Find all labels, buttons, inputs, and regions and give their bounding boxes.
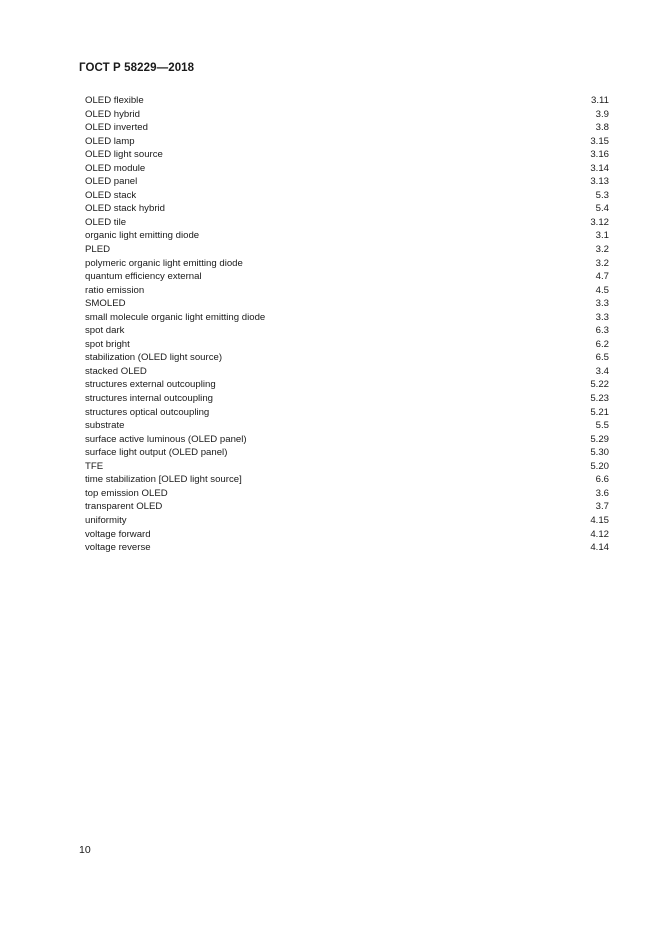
index-term: structures optical outcoupling — [85, 406, 210, 418]
index-reference-number: 4.5 — [595, 284, 609, 296]
term-index-list — [85, 94, 609, 555]
document-header: ГОСТ Р 58229—2018 — [79, 62, 195, 74]
index-row — [85, 514, 609, 528]
index-term: surface light output (OLED panel) — [85, 447, 228, 459]
index-term: voltage reverse — [85, 542, 151, 554]
index-term: OLED module — [85, 162, 146, 174]
index-reference-number: 5.20 — [590, 460, 609, 472]
index-reference-number: 4.14 — [590, 542, 609, 554]
index-term: OLED lamp — [85, 135, 135, 147]
index-term: OLED hybrid — [85, 108, 140, 120]
index-reference-number: 5.29 — [590, 433, 609, 445]
index-row — [85, 229, 609, 243]
index-term: structures internal outcoupling — [85, 393, 213, 405]
index-row — [85, 500, 609, 514]
index-row — [85, 202, 609, 216]
index-term: OLED flexible — [85, 95, 144, 106]
index-term: spot dark — [85, 325, 125, 337]
index-reference-number: 6.3 — [595, 325, 609, 337]
index-term: stacked OLED — [85, 365, 147, 377]
index-reference-number: 3.3 — [595, 298, 609, 310]
index-reference-number: 5.5 — [595, 420, 609, 432]
index-row — [85, 270, 609, 284]
index-row — [85, 473, 609, 487]
index-term: OLED stack — [85, 189, 137, 201]
index-row — [85, 378, 609, 392]
index-row — [85, 121, 609, 135]
index-row — [85, 297, 609, 311]
index-reference-number: 4.15 — [590, 514, 609, 526]
index-term: voltage forward — [85, 528, 151, 540]
index-term: OLED tile — [85, 216, 127, 228]
index-reference-number: 3.2 — [595, 257, 609, 269]
index-term: structures external outcoupling — [85, 379, 216, 391]
index-row — [85, 243, 609, 257]
index-reference-number: 3.4 — [595, 365, 609, 377]
index-row — [85, 446, 609, 460]
index-term: spot bright — [85, 338, 130, 350]
page-number: 10 — [79, 844, 91, 856]
index-term: polymeric organic light emitting diode — [85, 257, 243, 269]
index-row — [85, 338, 609, 352]
index-reference-number: 3.2 — [595, 244, 609, 256]
index-reference-number: 5.3 — [595, 189, 609, 201]
index-row — [85, 487, 609, 501]
index-row — [85, 541, 609, 555]
index-reference-number: 5.4 — [595, 203, 609, 215]
index-row — [85, 135, 609, 149]
index-reference-number: 3.7 — [595, 501, 609, 513]
index-term: OLED light source — [85, 149, 163, 161]
index-reference-number: 6.6 — [595, 474, 609, 486]
index-reference-number: 3.9 — [595, 108, 609, 120]
index-term: uniformity — [85, 514, 127, 526]
index-reference-number: 6.2 — [595, 338, 609, 350]
index-row — [85, 528, 609, 542]
index-term: substrate — [85, 420, 125, 432]
index-row — [85, 433, 609, 447]
index-row — [85, 94, 609, 108]
index-reference-number: 4.12 — [590, 528, 609, 540]
index-reference-number: 5.30 — [590, 447, 609, 459]
index-reference-number: 3.11 — [591, 95, 609, 106]
index-term: surface active luminous (OLED panel) — [85, 433, 247, 445]
index-row — [85, 311, 609, 325]
index-term: TFE — [85, 460, 104, 472]
index-row — [85, 419, 609, 433]
index-term: PLED — [85, 244, 111, 256]
index-term: top emission OLED — [85, 487, 168, 499]
index-row — [85, 216, 609, 230]
index-row — [85, 108, 609, 122]
index-term: SMOLED — [85, 298, 126, 310]
index-reference-number: 3.14 — [590, 162, 609, 174]
index-row — [85, 189, 609, 203]
index-row — [85, 406, 609, 420]
index-reference-number: 3.8 — [595, 122, 609, 134]
index-term: OLED inverted — [85, 122, 148, 134]
index-term: transparent OLED — [85, 501, 163, 513]
index-row — [85, 257, 609, 271]
index-term: ratio emission — [85, 284, 145, 296]
index-row — [85, 365, 609, 379]
index-reference-number: 3.1 — [595, 230, 609, 242]
index-term: small molecule organic light emitting diode — [85, 311, 266, 323]
index-term: time stabilization [OLED light source] — [85, 474, 242, 486]
index-reference-number: 5.23 — [590, 393, 609, 405]
index-reference-number: 3.15 — [590, 135, 609, 147]
index-row — [85, 324, 609, 338]
index-row — [85, 175, 609, 189]
index-row — [85, 148, 609, 162]
index-reference-number: 3.3 — [595, 311, 609, 323]
index-row — [85, 460, 609, 474]
index-row — [85, 162, 609, 176]
index-row — [85, 351, 609, 365]
index-reference-number: 5.22 — [590, 379, 609, 391]
index-term: quantum efficiency external — [85, 271, 202, 283]
index-term: organic light emitting diode — [85, 230, 200, 242]
index-reference-number: 4.7 — [595, 271, 609, 283]
index-term: OLED stack hybrid — [85, 203, 165, 215]
index-term: stabilization (OLED light source) — [85, 352, 223, 364]
index-reference-number: 3.6 — [595, 487, 609, 499]
index-reference-number: 5.21 — [590, 406, 609, 418]
index-row — [85, 284, 609, 298]
index-row — [85, 392, 609, 406]
index-reference-number: 3.12 — [590, 216, 609, 228]
index-reference-number: 6.5 — [595, 352, 609, 364]
index-reference-number: 3.13 — [590, 176, 609, 188]
index-term: OLED panel — [85, 176, 138, 188]
index-reference-number: 3.16 — [590, 149, 609, 161]
